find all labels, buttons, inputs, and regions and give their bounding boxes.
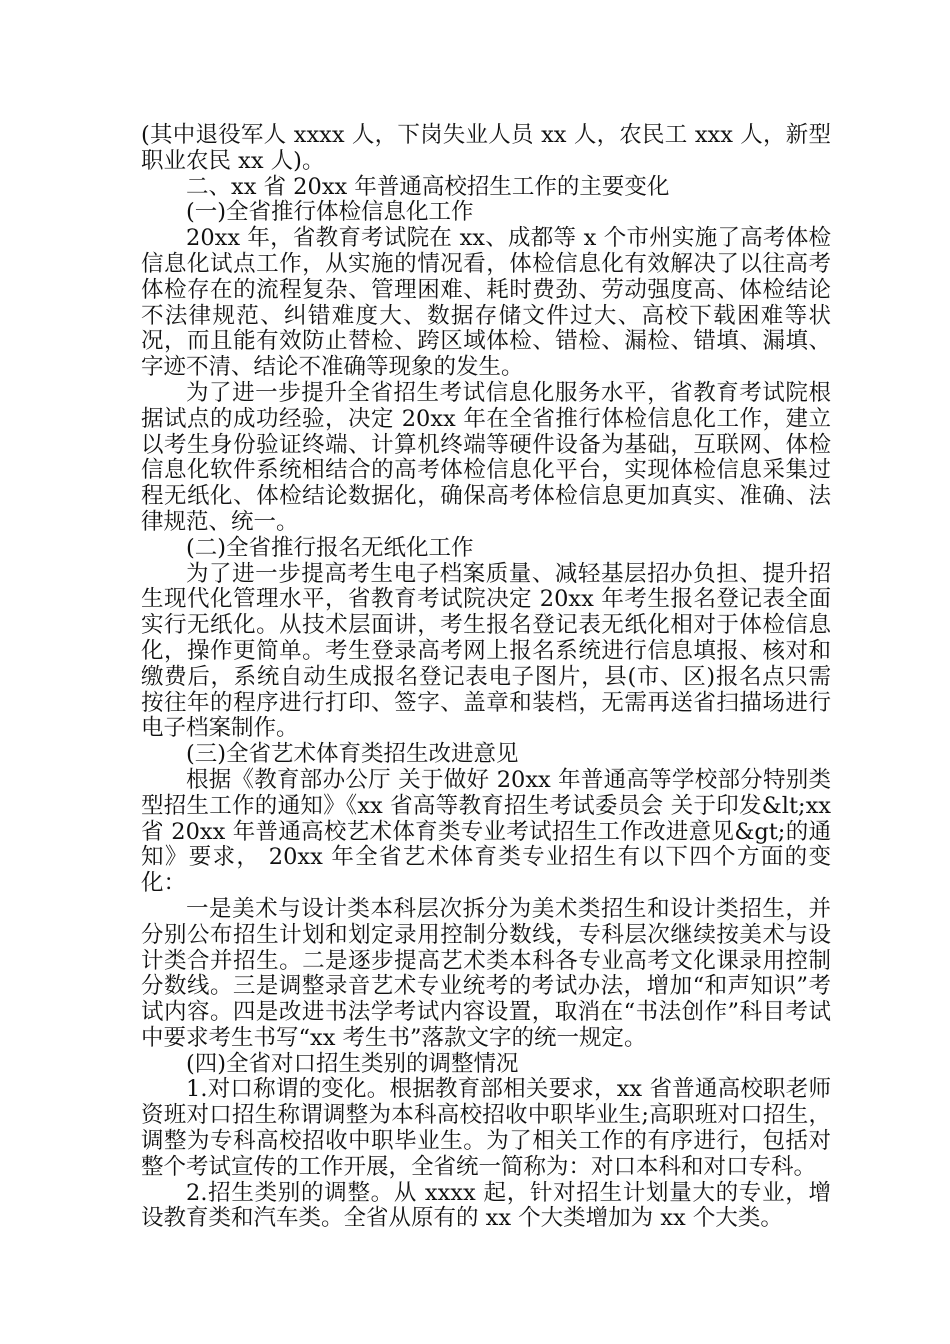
- document-page: [141, 123, 831, 1232]
- paragraph-body: 为了进一步提高考生电子档案质量、减轻基层招办负担、提升招生现代化管理水平，省教育考试院决定 20xx 年考生报名登记表全面实行无纸化。从技术层面讲，考生报名登记表无纸化相对于体检信息化，操作更简单。考生登录高考网上报名系统进行信息填报、核对和缴费后，系统自动生成报名登记表电子图片，县(市、区)报名点只需按往年的程序进行打印、签字、盖章和装档，无需再送省扫描场进行电子档案制作。: [141, 560, 831, 742]
- paragraph-continuation: (其中退役军人 xxxx 人，下岗失业人员 xx 人，农民工 xxx 人，新型职业农民 xx 人)。: [141, 122, 831, 174]
- section-heading-2: 二、xx 省 20xx 年普通高校招生工作的主要变化: [186, 173, 670, 200]
- paragraph-body: 2.招生类别的调整。从 xxxx 起，针对招生计划量大的专业，增设教育类和汽车类。全省从原有的 xx 个大类增加为 xx 个大类。: [141, 1179, 831, 1232]
- paragraph-body: 1.对口称谓的变化。根据教育部相关要求，xx 省普通高校职老师资班对口招生称谓调整为本科高校招收中职毕业生;高职班对口招生，调整为专科高校招收中职毕业生。为了相关工作的有序进行，包括对整个考试宣传的工作开展，全省统一简称为：对口本科和对口专科。: [141, 1076, 831, 1180]
- subsection-heading-1: (一)全省推行体检信息化工作: [186, 199, 474, 226]
- subsection-heading-3: (三)全省艺术体育类招生改进意见: [186, 741, 519, 768]
- paragraph-body: 根据《教育部办公厅 关于做好 20xx 年普通高等学校部分特别类型招生工作的通知》《xx 省高等教育招生考试委员会 关于印发&lt;xx 省 20xx 年普通高校艺术体育类专业考试招生工作改进意见&gt;的通知》要求， 20xx 年全省艺术体育类专业招生有以下四个方面的变化：: [141, 766, 831, 897]
- paragraph-body: 一是美术与设计类本科层次拆分为美术类招生和设计类招生，并分别公布招生计划和划定录用控制分数线，专科层次继续按美术与设计类合并招生。二是逐步提高艺术类本科各专业高考文化课录用控制分数线。三是调整录音艺术专业统考的考试办法，增加“和声知识”考试内容。四是改进书法学考试内容设置，取消在“书法创作”科目考试中要求考生书写“xx 考生书”落款文字的统一规定。: [141, 895, 831, 1051]
- paragraph-body: 为了进一步提升全省招生考试信息化服务水平，省教育考试院根据试点的成功经验，决定 20xx 年在全省推行体检信息化工作，建立以考生身份验证终端、计算机终端等硬件设备为基础，互联网、体检信息化软件系统相结合的高考体检信息化平台，实现体检信息采集过程无纸化、体检结论数据化，确保高考体检信息更加真实、准确、法律规范、统一。: [141, 379, 831, 535]
- subsection-heading-2: (二)全省推行报名无纸化工作: [186, 534, 474, 561]
- subsection-heading-4: (四)全省对口招生类别的调整情况: [186, 1050, 519, 1077]
- paragraph-body: 20xx 年，省教育考试院在 xx、成都等 x 个市州实施了高考体检信息化试点工作，从实施的情况看，体检信息化有效解决了以往高考体检存在的流程复杂、管理困难、耗时费劲、劳动强度高、体检结论不法律规范、纠错难度大、数据存储文件过大、高校下载困难等状况，而且能有效防止替检、跨区域体检、错检、漏检、错填、漏填、字迹不清、结论不准确等现象的发生。: [141, 225, 831, 381]
